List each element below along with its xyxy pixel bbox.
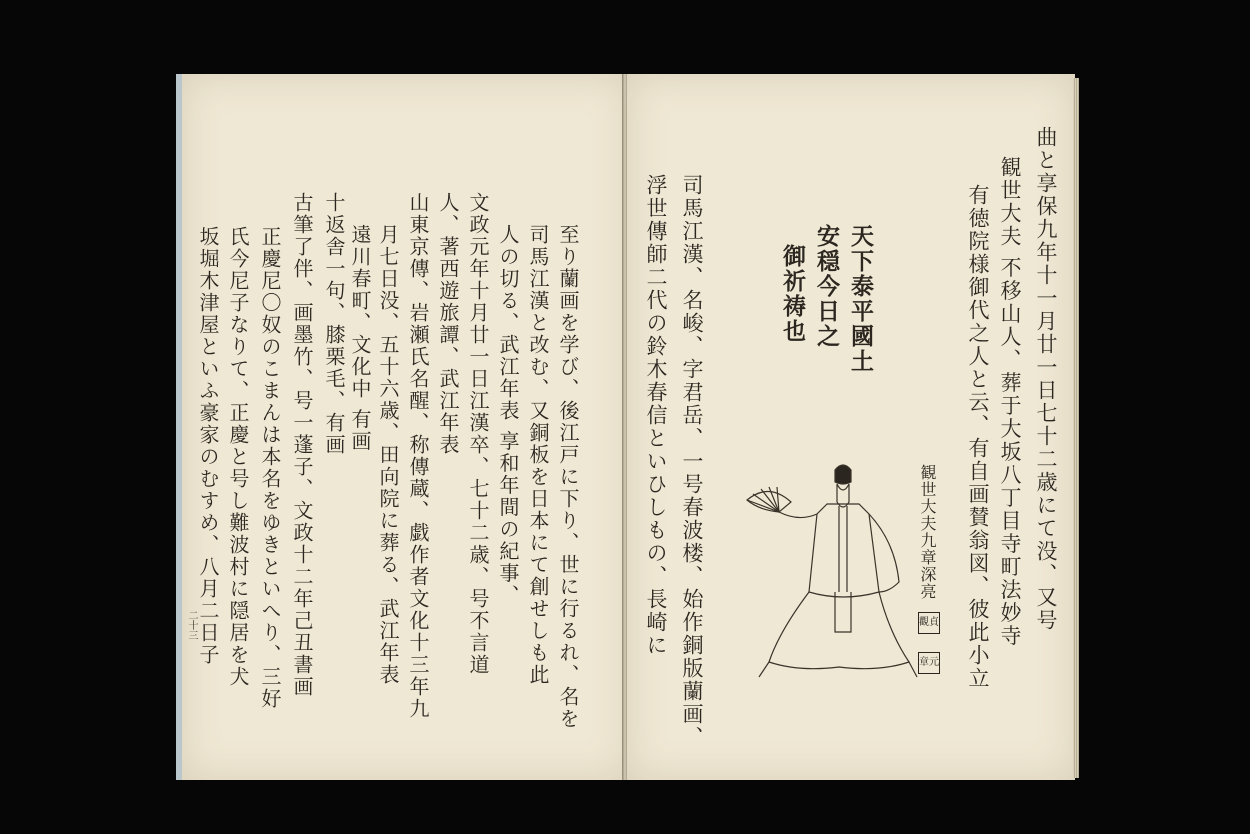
inscription: 観世大夫九章深亮 [918, 464, 937, 600]
left-text-column: 至り蘭画を学び、後江戸に下り、世に行るれ、名を [556, 224, 580, 730]
left-text-column: 遠川春町、文化中 有画 [348, 224, 372, 453]
right-text-column: 御祈祷也 [779, 244, 806, 344]
right-text-column: 安穏今日之 [813, 224, 840, 349]
page-edge [1073, 78, 1079, 778]
left-text-column: 正慶尼〇奴のこまんは本名をゆきといへり、三好 [258, 226, 282, 710]
left-text-column: 文政元年十月廿一日江漢卒、七十二歳、号不言道 [466, 192, 490, 676]
right-text-column: 観世大夫 不移山人、葬于大坂八丁目寺町法妙寺 [998, 156, 1022, 648]
left-text-column: 古筆了伴、画墨竹、号一蓬子、文政十二年己丑書画 [290, 192, 314, 698]
seal-1: 觀貞 [918, 612, 940, 634]
left-text-column: 山東京傳、岩瀬氏名醒、称傳蔵、戯作者文化十三年九 [406, 192, 430, 720]
left-text-column: 司馬江漢と改む、又銅板を日本にて創せしも此 [526, 224, 550, 686]
right-page [627, 74, 1075, 780]
left-text-column: 人の切る、武江年表 享和年間の紀事、 [496, 224, 520, 607]
noh-actor-illustration [739, 462, 939, 682]
left-text-column: 十返舎一句、膝栗毛、有画 [322, 192, 346, 456]
seal-2: 章元 [918, 652, 940, 674]
right-text-column: 司馬江漢、名峻、字君岳、一号春波楼、始作銅版蘭画、 [680, 174, 704, 749]
left-page [176, 74, 630, 780]
right-text-column: 有徳院様御代之人と云、有自画賛翁図、彼此小立 [966, 184, 990, 690]
left-text-column: 月七日没、五十六歳、田向院に葬る、武江年表 [376, 224, 400, 686]
right-text-column: 浮世傳師二代の鈴木春信といひしもの、長崎に [644, 174, 668, 657]
page-number: 二十三 [186, 610, 197, 640]
right-text-column: 曲と享保九年十一月廿一日七十二歳にて没、又号 [1034, 126, 1058, 632]
right-text-column: 天下泰平國土 [847, 224, 874, 374]
left-text-column: 人、著西遊旅譚、武江年表 [436, 192, 460, 456]
left-text-column: 氏今尼子なりて、正慶と号し難波村に隠居を犬 [226, 226, 250, 688]
left-text-column: 坂堀木津屋といふ豪家のむすめ、八月二日子 [196, 226, 220, 666]
